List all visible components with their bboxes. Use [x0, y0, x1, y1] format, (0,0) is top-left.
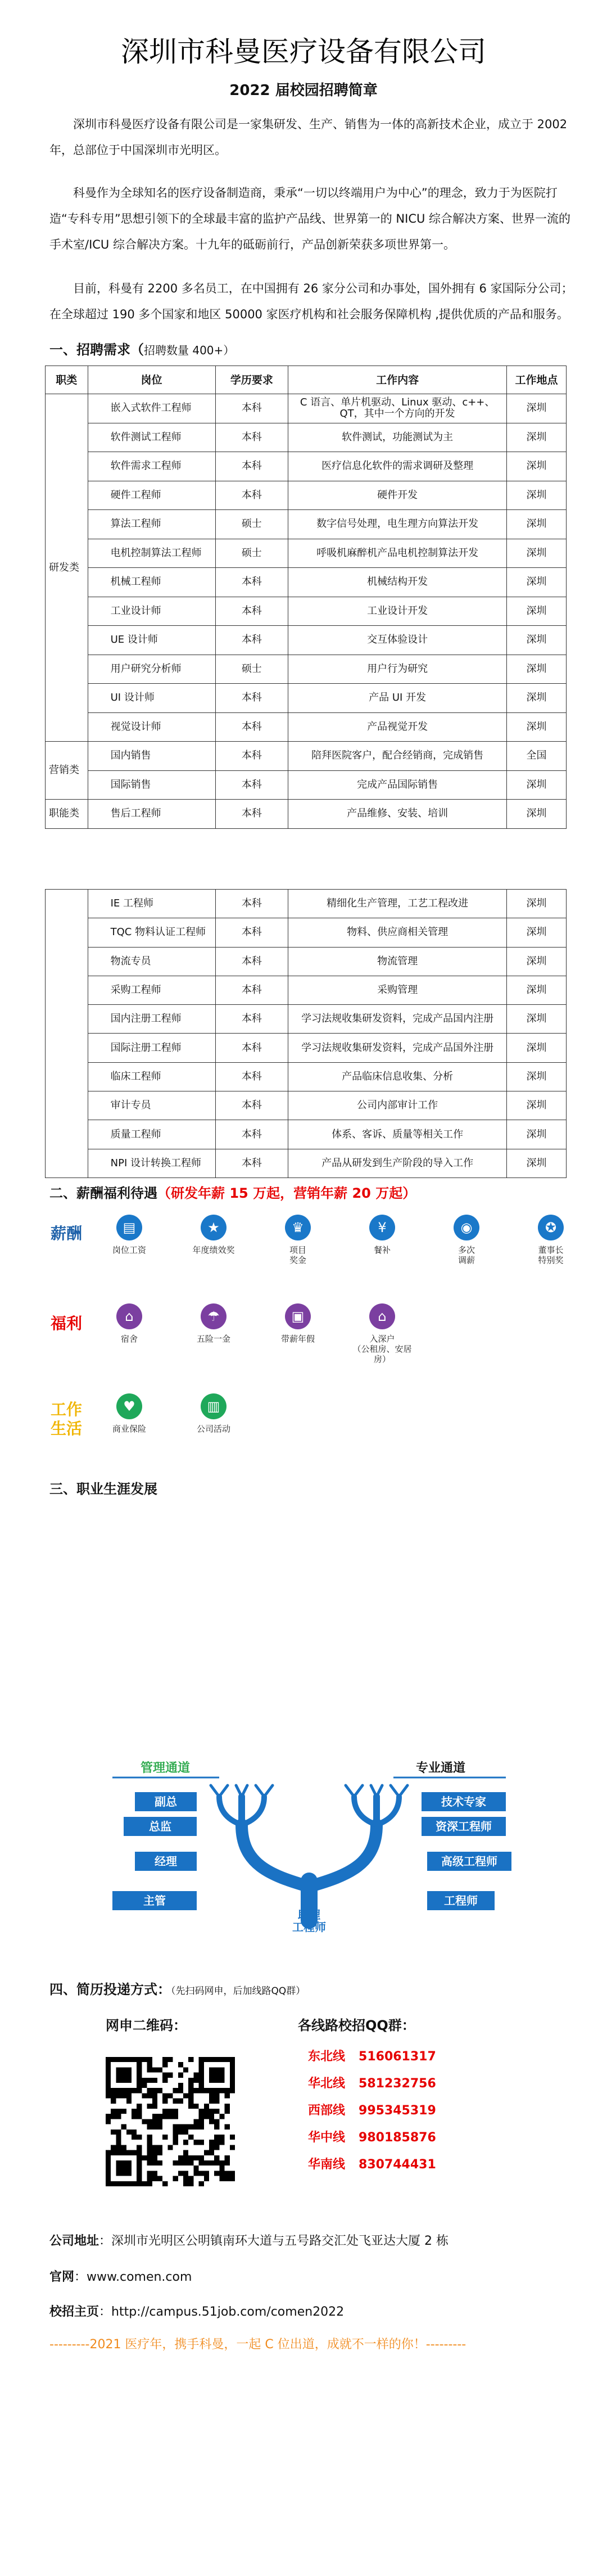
table-cell: 机械结构开发: [288, 568, 507, 597]
table-cell: 本科: [215, 1062, 288, 1091]
table-cell: 国内销售: [88, 742, 215, 771]
table-cell: 硕士: [215, 510, 288, 539]
career-right-1: 技术专家: [441, 1796, 486, 1808]
table-row: [46, 770, 567, 800]
table-cell: 物流专员: [88, 947, 215, 976]
table-cell: 本科: [215, 976, 288, 1004]
section-apply-note: （先扫码网申，后加线路QQ群）: [171, 1986, 306, 1997]
address-label: 公司地址: [49, 2234, 99, 2248]
table-cell: 深圳: [507, 597, 567, 626]
benefit-item: [180, 1393, 247, 1434]
table-cell: 本科: [215, 684, 288, 713]
career-left-4: 主管: [143, 1895, 166, 1907]
benefit-label: 带薪年假: [280, 1334, 315, 1344]
table-row: [46, 1005, 567, 1034]
table-cell: 产品临床信息收集、分析: [288, 1062, 507, 1091]
career-left-title: 管理通道: [141, 1761, 191, 1775]
benefit-label: 餐补: [373, 1245, 391, 1255]
table-cell: 深圳: [507, 947, 567, 976]
table-row: [46, 1149, 567, 1178]
table-cell: 本科: [215, 1120, 288, 1149]
career-right-3: 高级工程师: [441, 1856, 497, 1868]
benefit-label: 多次 调薪: [457, 1245, 475, 1265]
table-cell: 视觉设计师: [88, 712, 215, 742]
table-cell: 公司内部审计工作: [288, 1091, 507, 1120]
table-cell: 体系、客诉、质量等相关工作: [288, 1120, 507, 1149]
recruitment-table-2: [45, 889, 567, 1178]
table-cell: 深圳: [507, 684, 567, 713]
page-title: 深圳市科曼医疗设备有限公司: [121, 35, 486, 68]
table-row: [46, 800, 567, 829]
table-cell: 嵌入式软件工程师: [88, 394, 215, 423]
category-cell: 研发类: [46, 394, 88, 742]
table-cell: 国际注册工程师: [88, 1034, 215, 1062]
intro-paragraph-1: 深圳市科曼医疗设备有限公司是一家集研发、生产、销售为一体的高新技术企业，成立于 2002 年，总部位于中国深圳市光明区。: [49, 118, 568, 157]
table-cell: 用户行为研究: [288, 655, 507, 684]
benefit-item: [348, 1303, 416, 1364]
table-cell: 精细化生产管理，工艺工程改进: [288, 890, 507, 918]
section-recruitment-title: [49, 339, 234, 358]
table-cell: 本科: [215, 890, 288, 918]
table-row: [46, 947, 567, 976]
table-cell: 深圳: [507, 655, 567, 684]
table-cell: 本科: [215, 394, 288, 423]
heartbeat-icon: ♥: [116, 1393, 142, 1419]
gift-icon: ▣: [285, 1303, 311, 1329]
table-cell: 国际销售: [88, 770, 215, 800]
career-right-4: 工程师: [444, 1895, 478, 1907]
home-icon: ⌂: [116, 1303, 142, 1329]
table-cell: 本科: [215, 481, 288, 510]
benefit-item: [264, 1303, 332, 1344]
table-header-cell: 岗位: [88, 366, 215, 394]
page-subtitle: 2022 届校园招聘简章: [229, 82, 378, 99]
table-cell: TQC 物料认证工程师: [88, 918, 215, 947]
section-benefits-title: [49, 1182, 416, 1202]
table-cell: UE 设计师: [88, 626, 215, 655]
campus-line: [49, 2302, 344, 2320]
table-cell: 本科: [215, 742, 288, 771]
table-cell: 深圳: [507, 510, 567, 539]
table-cell: 医疗信息化软件的需求调研及整理: [288, 452, 507, 481]
table-cell: 国内注册工程师: [88, 1005, 215, 1034]
table-cell: NPI 设计转换工程师: [88, 1149, 215, 1178]
career-left-1: 副总: [155, 1796, 177, 1808]
benefit-label: 商业保险: [112, 1424, 146, 1434]
table-cell: 本科: [215, 568, 288, 597]
table-cell: 本科: [215, 1034, 288, 1062]
benefit-label: 董事长 特别奖: [538, 1245, 564, 1265]
table-cell: 工业设计开发: [288, 597, 507, 626]
qq-group-name: 西部线: [308, 2104, 346, 2118]
table-cell: 学习法规收集研发资料，完成产品国内注册: [288, 1005, 507, 1034]
qq-group-number[interactable]: 980185876: [359, 2131, 436, 2145]
benefit-item: [433, 1215, 500, 1265]
table-cell: 物料、供应商相关管理: [288, 918, 507, 947]
career-root-label: 助理工程师: [292, 1909, 326, 1934]
table-cell: 产品维修、安装、培训: [288, 800, 507, 829]
qq-group-name: 华中线: [308, 2131, 346, 2145]
star-icon: ★: [201, 1215, 227, 1240]
table-cell: 审计专员: [88, 1091, 215, 1120]
website-line: [49, 2267, 192, 2285]
section-apply-title: [49, 1978, 305, 1998]
chart-icon: ▥: [201, 1393, 227, 1419]
table-row: [46, 481, 567, 510]
globe-icon: ◉: [454, 1215, 479, 1240]
benefit-item: [517, 1215, 585, 1265]
table-row: [46, 684, 567, 713]
website-link[interactable]: ：www.comen.com: [74, 2270, 192, 2284]
table-row: [46, 976, 567, 1004]
table-cell: 深圳: [507, 770, 567, 800]
table-cell: 本科: [215, 770, 288, 800]
table-row: [46, 510, 567, 539]
table-cell: 质量工程师: [88, 1120, 215, 1149]
table-row: [46, 890, 567, 918]
medal-icon: ✪: [538, 1215, 564, 1240]
table-cell: 深圳: [507, 626, 567, 655]
table-row: [46, 626, 567, 655]
table-cell: 深圳: [507, 712, 567, 742]
table-cell: 深圳: [507, 539, 567, 568]
slogan: ---------2021 医疗年，携手科曼，一起 C 位出道，成就不一样的你！---------: [49, 2338, 466, 2352]
qq-group-item: [308, 2155, 436, 2172]
table-cell: 深圳: [507, 1120, 567, 1149]
table-cell: 学习法规收集研发资料，完成产品国外注册: [288, 1034, 507, 1062]
category-cell: 职能类: [46, 800, 88, 829]
section-recruitment-note: 招聘数量 400+）: [144, 344, 235, 357]
qr-code[interactable]: [106, 2057, 235, 2186]
table-cell: 售后工程师: [88, 800, 215, 829]
benefit-item: [264, 1215, 332, 1265]
career-left-2: 总监: [149, 1821, 171, 1833]
table-header-cell: 工作内容: [288, 366, 507, 394]
table-cell: 深圳: [507, 1062, 567, 1091]
table-row: [46, 655, 567, 684]
recruitment-table-1: [45, 366, 567, 829]
table-cell: 本科: [215, 947, 288, 976]
table-cell: 本科: [215, 712, 288, 742]
table-header-row: [46, 366, 567, 394]
table-cell: 产品视觉开发: [288, 712, 507, 742]
table-cell: 深圳: [507, 394, 567, 423]
qq-group-item: [308, 2128, 436, 2145]
qq-group-number[interactable]: 516061317: [359, 2050, 436, 2064]
yuan-icon: ¥: [369, 1215, 395, 1240]
table-cell: 交互体验设计: [288, 626, 507, 655]
career-path-diagram: [101, 1752, 517, 1937]
table-cell: 本科: [215, 1005, 288, 1034]
section-apply-heading: 四、简历投递方式：: [49, 1982, 171, 1997]
table-cell: 本科: [215, 626, 288, 655]
table-cell: 深圳: [507, 1091, 567, 1120]
table-row: [46, 452, 567, 481]
table-cell: 完成产品国际销售: [288, 770, 507, 800]
address-value: ：深圳市光明区公明镇南环大道与五号路交汇处飞亚达大厦 2 栋: [99, 2234, 449, 2248]
benefit-item: [180, 1215, 247, 1255]
benefit-item: [180, 1303, 247, 1344]
website-label: 官网: [49, 2270, 75, 2284]
benefit-item: [96, 1303, 163, 1344]
category-cell: [46, 890, 88, 1178]
table-cell: 硬件工程师: [88, 481, 215, 510]
qq-group-number[interactable]: 581232756: [359, 2077, 436, 2091]
table-cell: 深圳: [507, 423, 567, 452]
table-cell: 本科: [215, 597, 288, 626]
table-row: [46, 423, 567, 452]
welfare-label: 福利: [51, 1314, 83, 1333]
benefit-label: 项目 奖金: [289, 1245, 306, 1265]
table-cell: 深圳: [507, 976, 567, 1004]
category-cell: 营销类: [46, 742, 88, 800]
trophy-icon: ♛: [285, 1215, 311, 1240]
table-cell: 本科: [215, 423, 288, 452]
benefit-label: 五险一金: [196, 1334, 230, 1344]
address-line: [49, 2231, 449, 2249]
clipboard-icon: ▤: [116, 1215, 142, 1240]
benefit-item: [348, 1215, 416, 1255]
table-cell: 深圳: [507, 452, 567, 481]
table-cell: 算法工程师: [88, 510, 215, 539]
benefit-label: 入深户 （公租房、安居房）: [352, 1334, 412, 1364]
qq-group-item: [308, 2074, 436, 2091]
table-cell: 深圳: [507, 1034, 567, 1062]
table-cell: C 语言、单片机驱动、Linux 驱动、c++、QT，其中一个方向的开发: [288, 394, 507, 423]
table-cell: 深圳: [507, 481, 567, 510]
table-cell: 本科: [215, 918, 288, 947]
table-cell: 硬件开发: [288, 481, 507, 510]
table-cell: 数字信号处理，电生理方向算法开发: [288, 510, 507, 539]
career-left-3: 经理: [155, 1856, 177, 1868]
table-cell: 本科: [215, 1091, 288, 1120]
table-cell: 陪拜医院客户，配合经销商，完成销售: [288, 742, 507, 771]
table-header-cell: 工作地点: [507, 366, 567, 394]
benefit-item: [96, 1393, 163, 1434]
table-cell: 电机控制算法工程师: [88, 539, 215, 568]
table-cell: 深圳: [507, 918, 567, 947]
section-recruitment-heading: 一、招聘需求（: [49, 342, 144, 358]
table-row: [46, 1091, 567, 1120]
career-right-2: 资深工程师: [436, 1821, 492, 1833]
table-cell: 产品 UI 开发: [288, 684, 507, 713]
table-cell: 深圳: [507, 890, 567, 918]
section-career-title: 三、职业生涯发展: [49, 1481, 157, 1497]
house-icon: ⌂: [369, 1303, 395, 1329]
table-cell: 深圳: [507, 800, 567, 829]
benefit-label: 岗位工资: [112, 1245, 146, 1255]
qq-group-item: [308, 2047, 436, 2064]
table-cell: 软件测试，功能测试为主: [288, 423, 507, 452]
benefit-label: 公司活动: [196, 1424, 230, 1434]
benefit-label: 年度绩效奖: [192, 1245, 235, 1255]
table-header-cell: 职类: [46, 366, 88, 394]
table-row: [46, 1120, 567, 1149]
table-row: [46, 539, 567, 568]
campus-label: 校招主页: [49, 2305, 99, 2319]
life-label: [51, 1400, 82, 1438]
qq-group-name: 华北线: [308, 2077, 346, 2091]
salary-label: 薪酬: [51, 1224, 83, 1243]
life-label-line-2: 生活: [51, 1419, 83, 1438]
table-cell: 物流管理: [288, 947, 507, 976]
benefit-item: [96, 1215, 163, 1255]
table-cell: 全国: [507, 742, 567, 771]
benefit-label: 宿舍: [120, 1334, 138, 1344]
table-cell: 工业设计师: [88, 597, 215, 626]
table-row: [46, 597, 567, 626]
table-row: [46, 568, 567, 597]
table-cell: IE 工程师: [88, 890, 215, 918]
table-header-cell: 学历要求: [215, 366, 288, 394]
qq-group-name: 华南线: [308, 2158, 346, 2172]
table-cell: 采购工程师: [88, 976, 215, 1004]
qq-group-number[interactable]: 830744431: [359, 2158, 436, 2172]
qr-label: 网申二维码：: [106, 2018, 187, 2033]
table-cell: 用户研究分析师: [88, 655, 215, 684]
table-row: [46, 1034, 567, 1062]
qq-group-number[interactable]: 995345319: [359, 2104, 436, 2118]
table-row: [46, 918, 567, 947]
table-cell: 软件测试工程师: [88, 423, 215, 452]
life-label-line-1: 工作: [51, 1400, 83, 1419]
table-cell: 采购管理: [288, 976, 507, 1004]
table-cell: 深圳: [507, 1149, 567, 1178]
qq-group-name: 东北线: [308, 2050, 346, 2064]
table-cell: 产品从研发到生产阶段的导入工作: [288, 1149, 507, 1178]
table-cell: 本科: [215, 452, 288, 481]
qq-title: 各线路校招QQ群：: [298, 2018, 415, 2033]
section-benefits-heading: 二、薪酬福利待遇: [49, 1185, 157, 1201]
table-row: [46, 394, 567, 423]
career-right-title: 专业通道: [416, 1761, 466, 1775]
table-row: [46, 742, 567, 771]
table-cell: 软件需求工程师: [88, 452, 215, 481]
table-cell: 深圳: [507, 568, 567, 597]
section-benefits-highlight: （研发年薪 15 万起，营销年薪 20 万起）: [157, 1185, 416, 1201]
table-cell: 本科: [215, 1149, 288, 1178]
table-cell: 硕士: [215, 539, 288, 568]
campus-link[interactable]: ：http://campus.51job.com/comen2022: [99, 2305, 345, 2319]
intro-paragraph-3: 目前，科曼有 2200 多名员工，在中国拥有 26 家分公司和办事处，国外拥有 6 家国际分公司；在全球超过 190 多个国家和地区 50000 家医疗机构和社会服务保障机构 ,提供优质的产品和服务。: [49, 282, 573, 321]
table-cell: 机械工程师: [88, 568, 215, 597]
intro-paragraph-2: 科曼作为全球知名的医疗设备制造商，秉承“一切以终端用户为中心”的理念，致力于为医院打造“专科专用”思想引领下的全球最丰富的监护产品线、世界第一的 NICU 综合解决方案、世界一流的手术室/ICU 综合解决方案。十九年的砥砺前行，产品创新荣获多项世界第一。: [49, 186, 571, 251]
table-row: [46, 712, 567, 742]
table-cell: 呼吸机麻醉机产品电机控制算法开发: [288, 539, 507, 568]
table-cell: 硕士: [215, 655, 288, 684]
qq-group-item: [308, 2101, 436, 2118]
table-cell: 临床工程师: [88, 1062, 215, 1091]
table-cell: 深圳: [507, 1005, 567, 1034]
table-row: [46, 1062, 567, 1091]
table-cell: 本科: [215, 800, 288, 829]
table-cell: UI 设计师: [88, 684, 215, 713]
umbrella-icon: ☂: [201, 1303, 227, 1329]
